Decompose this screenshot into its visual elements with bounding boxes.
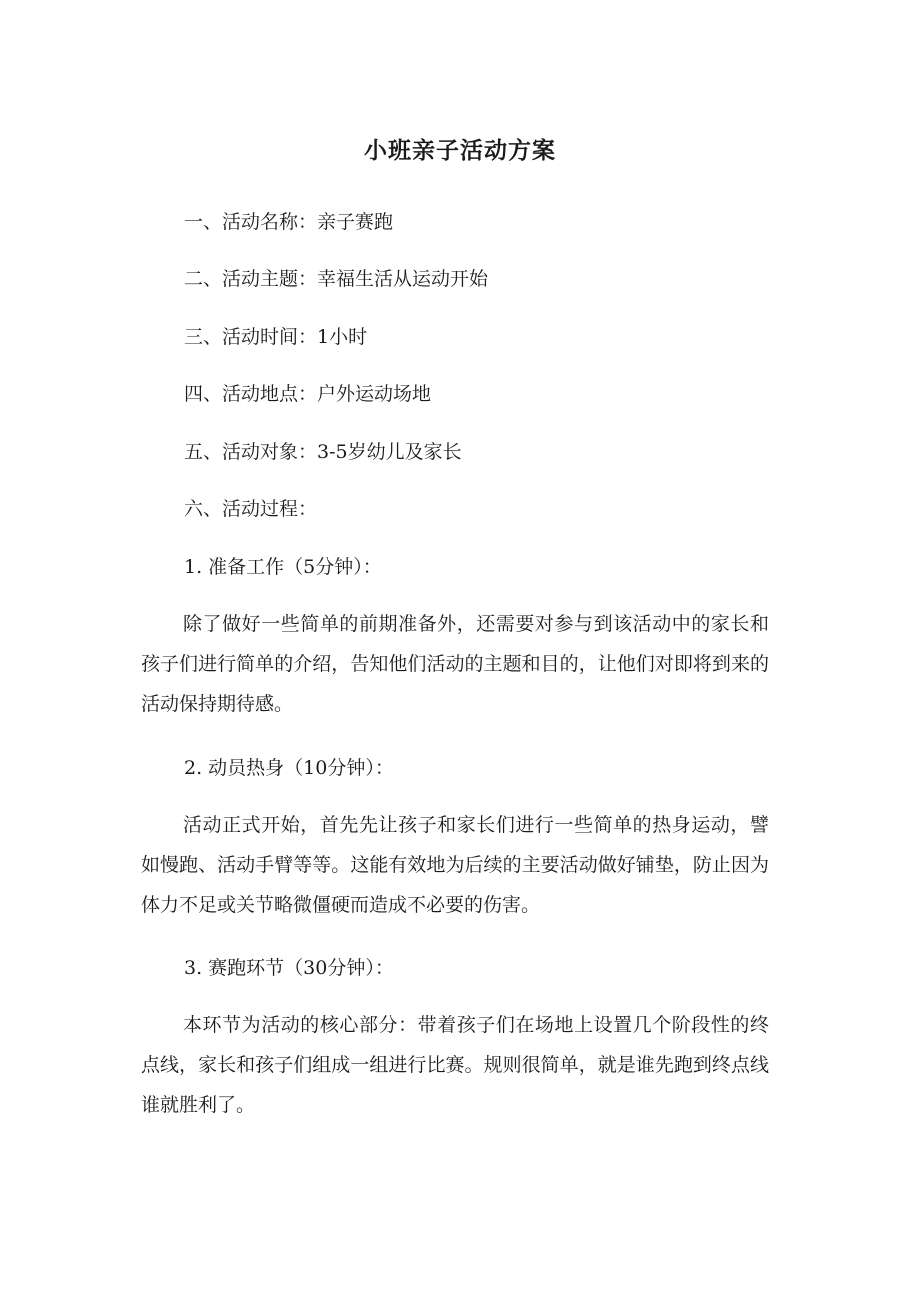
item-activity-location: 四、活动地点：户外运动场地 [184,383,432,405]
item-activity-theme: 二、活动主题：幸福生活从运动开始 [184,268,489,290]
step-heading-preparation: 1. 准备工作（5分钟）： [184,556,382,578]
step-body-preparation: 除了做好一些简单的前期准备外，还需要对参与到该活动中的家长和孩子们进行简单的介绍，告知他们活动的主题和目的，让他们对即将到来的活动保持期待感。 [141,613,769,715]
step-heading-race: 3. 赛跑环节（30分钟）： [184,957,394,979]
item-activity-time: 三、活动时间：1小时 [184,326,368,348]
item-activity-process: 六、活动过程： [184,498,318,520]
item-activity-participants: 五、活动对象：3-5岁幼儿及家长 [184,441,462,463]
step-heading-warmup: 2. 动员热身（10分钟）： [184,757,394,779]
step-body-warmup: 活动正式开始，首先先让孩子和家长们进行一些简单的热身运动，譬如慢跑、活动手臂等等。这能有效地为后续的主要活动做好铺垫，防止因为体力不足或关节略微僵硬而造成不必要的伤害。 [141,814,769,916]
page-title: 小班亲子活动方案 [364,138,556,164]
step-body-race: 本环节为活动的核心部分：带着孩子们在场地上设置几个阶段性的终点线，家长和孩子们组成一组进行比赛。规则很简单，就是谁先跑到终点线谁就胜利了。 [141,1014,769,1116]
item-activity-name: 一、活动名称：亲子赛跑 [184,211,394,233]
